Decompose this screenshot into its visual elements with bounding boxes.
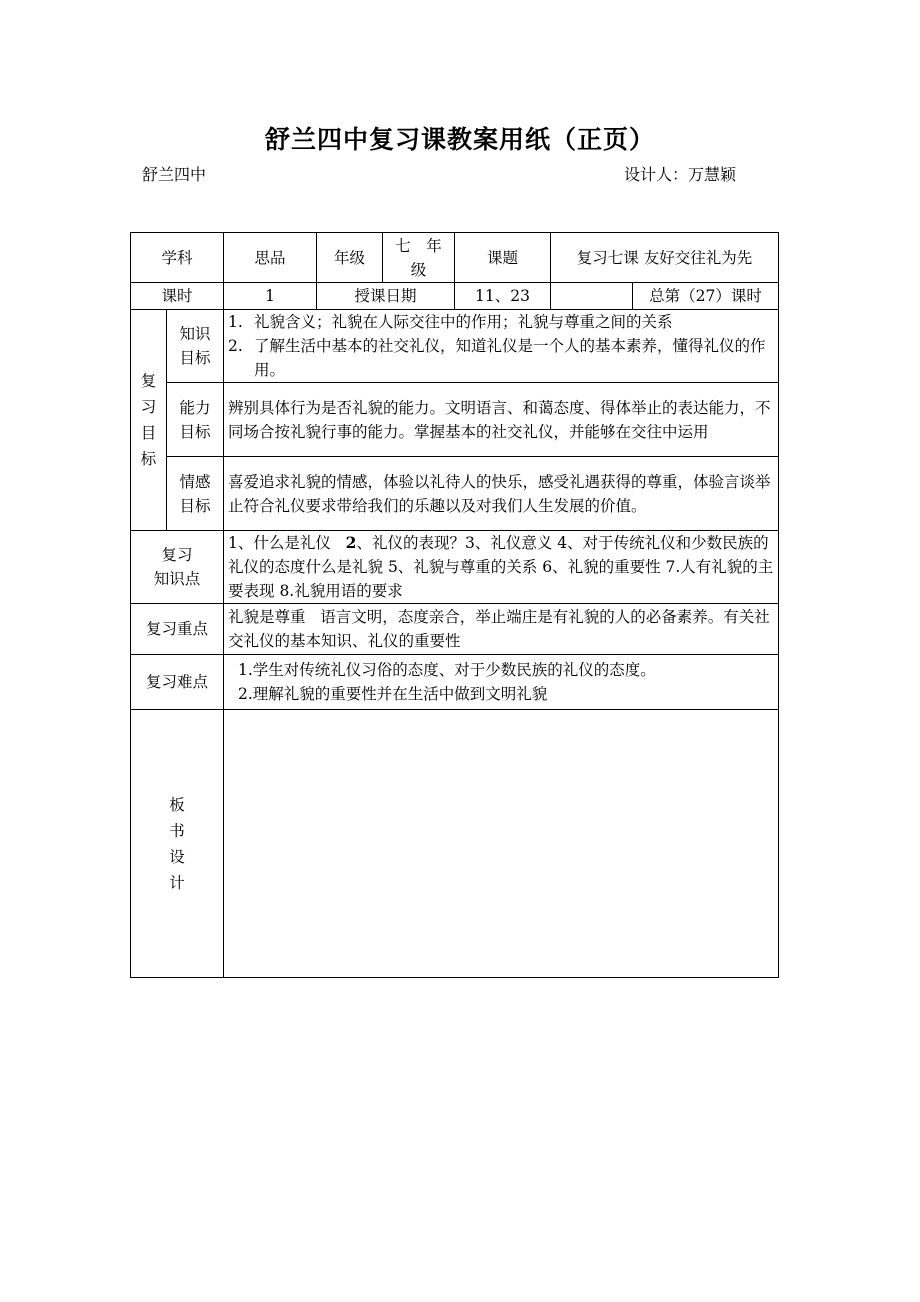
- lesson-plan-table: [130, 232, 779, 978]
- label-char: 复: [140, 372, 157, 390]
- table-row: [131, 233, 779, 283]
- knowledge-goal-label: [167, 310, 224, 383]
- grade-label: 年级: [317, 233, 383, 283]
- knowledge-goal-label-line2: 目标: [179, 349, 211, 367]
- total-period-label: 总第（27）课时: [633, 283, 779, 310]
- label-char: 板: [169, 795, 185, 814]
- list-item: 2.理解礼貌的重要性并在生活中做到文明礼貌: [238, 685, 548, 703]
- review-points-text-c: 、礼仪的表现？3、礼仪意义 4、对于传统礼仪和少数民族的礼仪的态度什么是礼貌 5、礼貌与尊重的关系 6、礼貌的重要性 7.人有礼貌的主要表现 8.礼貌用语的要求: [228, 534, 774, 600]
- label-char: 计: [169, 873, 185, 892]
- label-char: 设: [169, 847, 185, 866]
- table-row: [131, 604, 779, 655]
- difficulties-label: 复习难点: [131, 655, 224, 710]
- table-row: [131, 283, 779, 310]
- school-name: 舒兰四中: [142, 165, 207, 184]
- label-char: 书: [169, 821, 185, 840]
- difficulties-list: [228, 658, 774, 706]
- designer-info: [624, 162, 736, 185]
- topic-label: 课题: [455, 233, 551, 283]
- review-points-text-b: 2: [345, 533, 357, 552]
- item-number: 2.: [228, 337, 243, 355]
- label-char: 标: [140, 450, 157, 468]
- table-row: [131, 383, 779, 457]
- subject-value: 思品: [224, 233, 317, 283]
- board-design-label: [131, 710, 224, 978]
- ability-goal-label: [167, 383, 224, 457]
- key-points-content: 礼貌是尊重 语言文明，态度亲合，举止端庄是有礼貌的人的必备素养。有关社交礼仪的基本知识、礼仪的重要性: [224, 604, 779, 655]
- list-item: [228, 334, 774, 382]
- date-value: 11、23: [455, 283, 551, 310]
- emotion-goal-label-line1: 情感: [179, 472, 211, 491]
- table-row: [131, 655, 779, 710]
- grade-value: [383, 233, 455, 283]
- item-number: 1.: [228, 313, 243, 331]
- designer-label: 设计人：: [624, 165, 689, 184]
- period-label: 课时: [131, 283, 224, 310]
- review-points-label: [131, 531, 224, 604]
- ability-goal-content: 辨别具体行为是否礼貌的能力。文明语言、和蔼态度、得体举止的表达能力，不同场合按礼貌行事的能力。掌握基本的社交礼仪，并能够在交往中运用: [224, 383, 779, 457]
- key-points-label: 复习重点: [131, 604, 224, 655]
- topic-value: 复习七课 友好交往礼为先: [551, 233, 779, 283]
- difficulties-content: [224, 655, 779, 710]
- review-points-label-line2: 知识点: [153, 570, 201, 588]
- ability-goal-label-line1: 能力: [179, 398, 211, 417]
- period-value: 1: [224, 283, 317, 310]
- table-row: [131, 310, 779, 383]
- knowledge-goal-label-line1: 知识: [179, 325, 211, 343]
- knowledge-goal-list: [228, 310, 774, 382]
- table-row: [131, 710, 779, 978]
- subject-label: 学科: [131, 233, 224, 283]
- grade-value-line2: 级: [410, 260, 427, 279]
- designer-name: 万慧颖: [688, 165, 737, 184]
- table-row: [131, 531, 779, 604]
- review-goals-label: [131, 310, 167, 531]
- page-title: 舒兰四中复习课教案用纸（正页）: [264, 125, 655, 154]
- table-row: [131, 457, 779, 531]
- knowledge-goal-content: [224, 310, 779, 383]
- item-text: 了解生活中基本的社交礼仪，知道礼仪是一个人的基本素养，懂得礼仪的作用。: [254, 337, 766, 379]
- review-points-text-a: 1、什么是礼仪: [228, 534, 346, 552]
- label-char: 习: [140, 398, 157, 416]
- list-item: [228, 310, 774, 334]
- board-design-content: [224, 710, 779, 978]
- item-text: 礼貌含义；礼貌在人际交往中的作用；礼貌与尊重之间的关系: [254, 313, 673, 331]
- emotion-goal-content: 喜爱追求礼貌的情感，体验以礼待人的快乐，感受礼遇获得的尊重，体验言谈举止符合礼仪要求带给我们的乐趣以及对我们人生发展的价值。: [224, 457, 779, 531]
- emotion-goal-label-line2: 目标: [179, 496, 211, 515]
- date-label: 授课日期: [317, 283, 455, 310]
- emotion-goal-label: [167, 457, 224, 531]
- review-points-label-line1: 复习: [161, 546, 193, 564]
- review-points-content: [224, 531, 779, 604]
- empty-cell: [551, 283, 633, 310]
- list-item: 1.学生对传统礼仪习俗的态度、对于少数民族的礼仪的态度。: [238, 661, 656, 679]
- ability-goal-label-line2: 目标: [179, 422, 211, 441]
- label-char: 目: [140, 424, 157, 442]
- grade-value-line1: 七 年: [395, 236, 442, 255]
